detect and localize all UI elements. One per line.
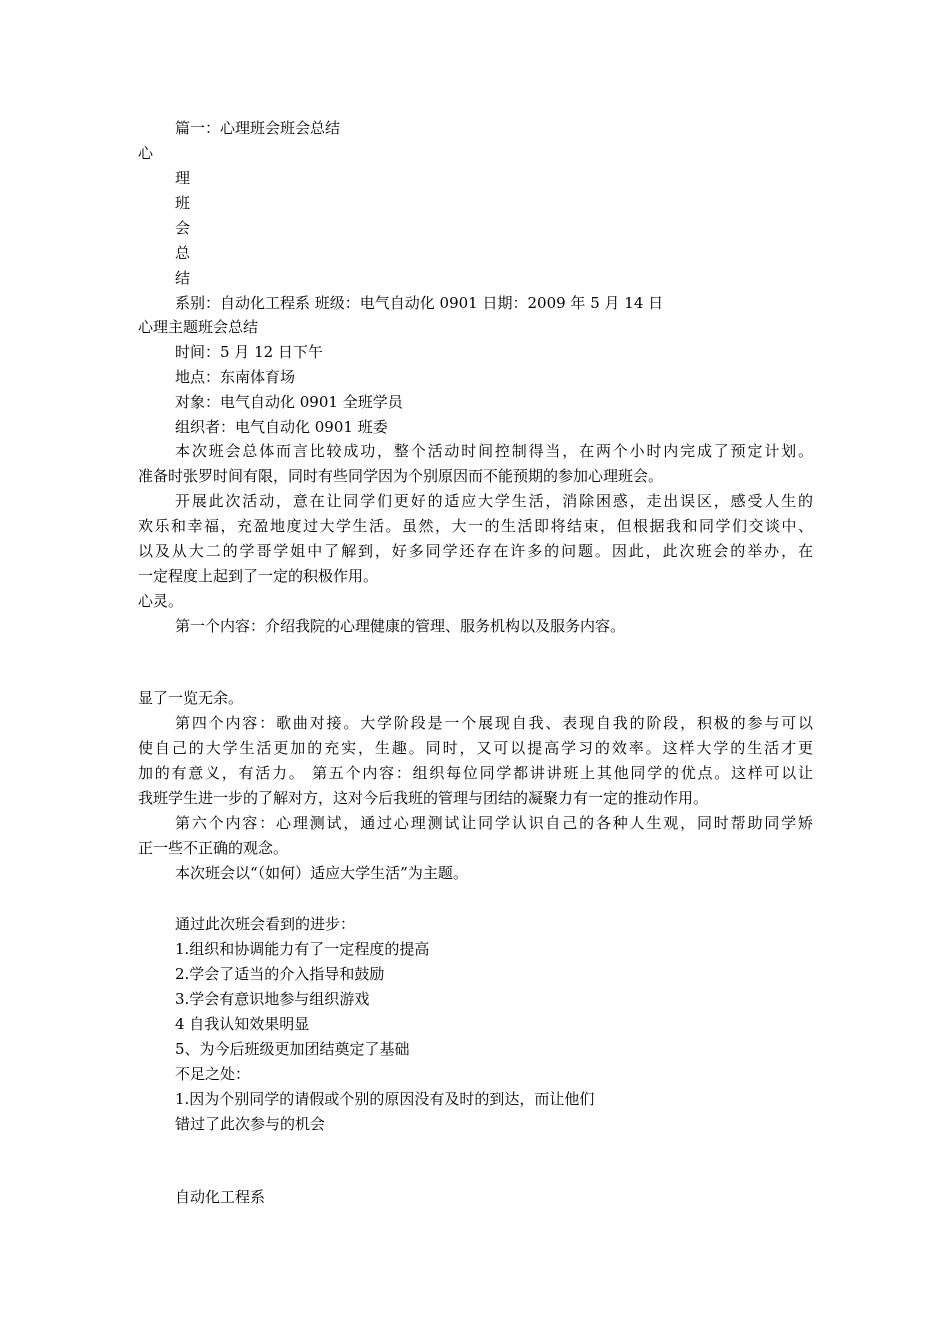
paragraph-line: 欢乐和幸福，充盈地度过大学生活。虽然，大一的生活即将结束，但根据我和同学们交谈中、 [138, 517, 813, 535]
paragraph-content-four-five [138, 711, 813, 811]
vertical-title-char: 结 [175, 269, 191, 287]
shortcoming-item: 错过了此次参与的机会 [175, 1115, 326, 1133]
content-one: 第一个内容：介绍我院的心理健康的管理、服务机构以及服务内容。 [175, 617, 626, 635]
progress-title: 通过此次班会看到的进步： [175, 915, 356, 933]
shortcoming-title: 不足之处： [175, 1065, 251, 1083]
progress-item: 5、为今后班级更加团结奠定了基础 [175, 1040, 410, 1058]
paragraph-line: 我班学生进一步的了解对方，这对今后我班的管理与团结的凝聚力有一定的推动作用。 [138, 789, 709, 807]
paragraph-line: 第四个内容：歌曲对接。大学阶段是一个展现自我、表现自我的阶段，积极的参与可以 [175, 714, 813, 732]
vertical-title-char: 班 [175, 194, 191, 212]
shortcoming-item: 1.因为个别同学的请假或个别的原因没有及时的到达，而让他们 [175, 1090, 595, 1108]
paragraph-purpose [138, 489, 813, 589]
paragraph-line: 本次班会总体而言比较成功，整个活动时间控制得当，在两个小时内完成了预定计划。 [175, 442, 813, 460]
theme-line: 本次班会以“（如何）适应大学生活”为主题。 [175, 864, 468, 882]
subtitle: 心理主题班会总结 [138, 318, 259, 336]
vertical-title-char: 总 [175, 244, 191, 262]
vertical-title-char: 会 [175, 219, 191, 237]
doc-title: 篇一：心理班会班会总结 [175, 119, 341, 137]
target-line: 对象：电气自动化 0901 全班学员 [175, 393, 403, 411]
paragraph-line: 使自己的大学生活更加的充实，生趣。同时，又可以提高学习的效率。这样大学的生活才更 [138, 739, 813, 757]
fragment-xinling: 心灵。 [138, 592, 184, 610]
time-line: 时间：5 月 12 日下午 [175, 343, 323, 361]
vertical-title-char: 理 [175, 169, 191, 187]
paragraph-line: 第六个内容：心理测试，通过心理测试让同学认识自己的各种人生观，同时帮助同学矫 [175, 814, 813, 832]
progress-item: 3.学会有意识地参与组织游戏 [175, 990, 370, 1008]
paragraph-content-six [138, 811, 813, 861]
paragraph-line: 一定程度上起到了一定的积极作用。 [138, 567, 379, 585]
fragment-xianle: 显了一览无余。 [138, 689, 244, 707]
paragraph-line: 正一些不正确的观念。 [138, 839, 289, 857]
vertical-title-char: 心 [138, 144, 154, 162]
meta-line: 系别：自动化工程系 班级：电气自动化 0901 日期：2009 年 5 月 14 日 [175, 294, 664, 312]
progress-item: 4 自我认知效果明显 [175, 1015, 310, 1033]
progress-item: 1.组织和协调能力有了一定程度的提高 [175, 940, 430, 958]
signature: 自动化工程系 [175, 1188, 266, 1206]
place-line: 地点：东南体育场 [175, 368, 296, 386]
paragraph-line: 以及从大二的学哥学姐中了解到，好多同学还存在许多的问题。因此，此次班会的举办，在 [138, 542, 813, 560]
paragraph-line: 准备时张罗时间有限，同时有些同学因为个别原因而不能预期的参加心理班会。 [138, 467, 664, 485]
organizer-line: 组织者：电气自动化 0901 班委 [175, 418, 388, 436]
paragraph-line: 加的有意义，有活力。 第五个内容：组织每位同学都讲讲班上其他同学的优点。这样可以让 [138, 764, 813, 782]
paragraph-line: 开展此次活动，意在让同学们更好的适应大学生活，消除困惑，走出误区，感受人生的 [175, 492, 813, 510]
paragraph-summary [138, 439, 813, 489]
progress-item: 2.学会了适当的介入指导和鼓励 [175, 965, 385, 983]
